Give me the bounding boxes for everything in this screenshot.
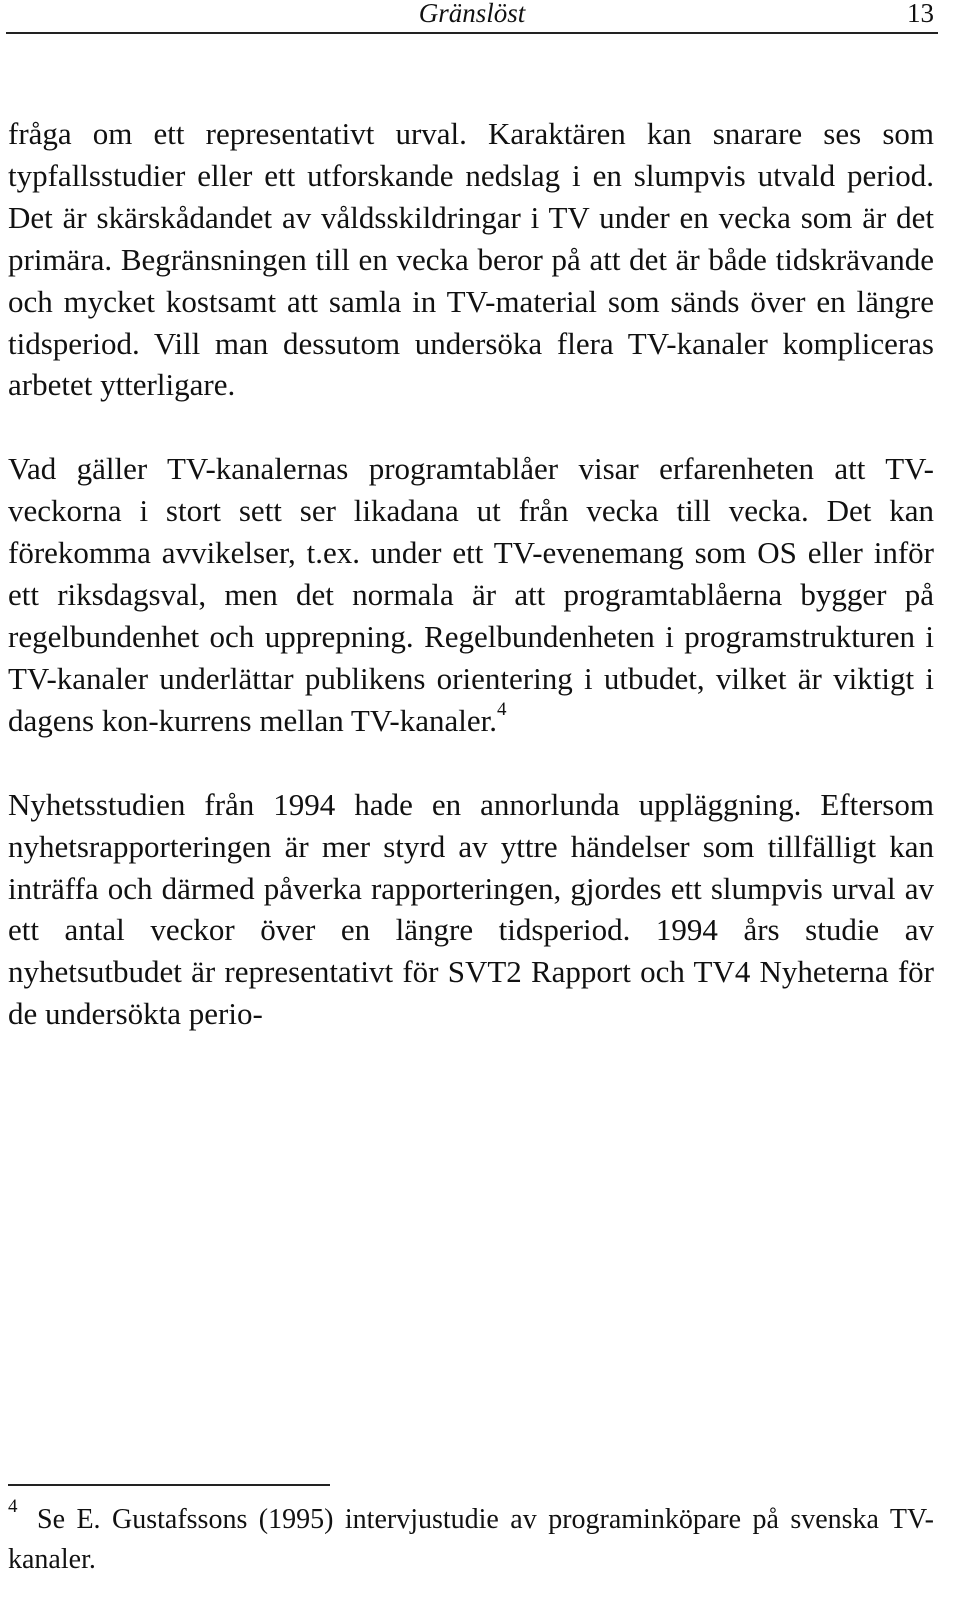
footnote-reference: 4 [496,699,507,721]
footnote-separator [8,1484,330,1486]
body-text [8,113,934,1035]
running-header [6,0,938,34]
footnote-text: Se E. Gustafssons (1995) intervjustudie av programinköpare på svenska TV-kanaler. [8,1504,934,1575]
paragraph-1: fråga om ett representativt urval. Karaktären kan snarare ses som typfallsstudier eller ett utforskande nedslag i en slumpvis utvald period. Det är skärskådandet av våldsskildringar i TV under en vecka som är det primära. Begränsningen till en vecka beror på att det är både tidskrävande och mycket kostsamt att samla in TV-material som sänds över en längre tidsperiod. Vill man dessutom undersöka flera TV-kanaler kompliceras arbetet ytterligare. [8,116,934,403]
page-number: 13 [907,0,934,28]
paragraph-2 [8,448,934,741]
footnote: 4 Se E. Gustafssons (1995) intervjustudie av programinköpare på svenska TV-kanaler. [8,1495,934,1575]
paragraph-2-text: Vad gäller TV-kanalernas programtablåer visar erfarenheten att TV-veckorna i stort sett ser likadana ut från vecka till vecka. Det kan förekomma avvikelser, t.ex. under ett TV-evenemang som OS eller inför ett riksdagsval, men det normala är att programtablåerna bygger på regelbundenhet och upprepning. Regelbundenheten i programstrukturen i TV-kanaler underlättar publikens orientering i utbudet, vilket är viktigt i dagens kon-kurrens mellan TV-kanaler. [8,451,934,738]
header-title: Gränslöst [418,0,526,28]
paragraph-3: Nyhetsstudien från 1994 hade en annorlunda uppläggning. Eftersom nyhetsrapporteringen är mer styrd av yttre händelser som tillfälligt kan inträffa och därmed påverka rapporteringen, gjordes ett slumpvis urval av ett antal veckor över en längre tidsperiod. 1994 års studie av nyhetsutbudet är representativt för SVT2 Rapport och TV4 Nyheterna för de undersökta perio- [8,786,934,1032]
